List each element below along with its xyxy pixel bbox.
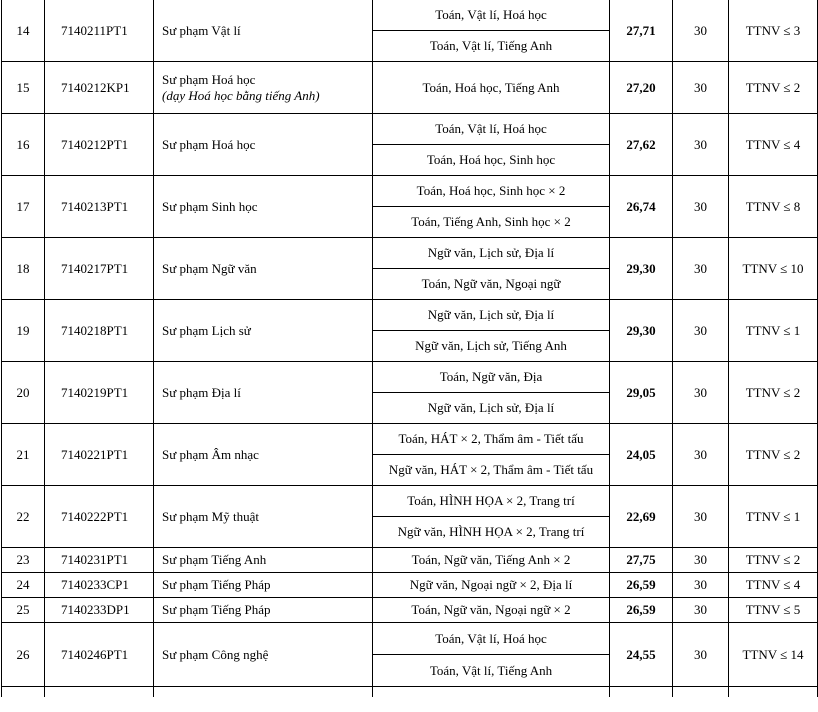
major-code: 7140217PT1 [45, 238, 154, 300]
cutoff-score: 24,55 [610, 623, 673, 687]
row-number: 16 [2, 114, 45, 176]
row-number: 26 [2, 623, 45, 687]
empty-cell [729, 687, 818, 698]
major-name-cell [154, 0, 373, 62]
quota: 30 [673, 598, 729, 623]
table-row [2, 623, 818, 655]
major-name: Sư phạm Lịch sử [162, 322, 251, 338]
major-name-cell [154, 114, 373, 176]
major-name-cell [154, 486, 373, 548]
wish-order-condition: TTNV ≤ 4 [729, 573, 818, 598]
row-number: 17 [2, 176, 45, 238]
subject-combination: Toán, HÁT × 2, Thẩm âm - Tiết tấu [373, 424, 610, 455]
major-name: Sư phạm Tiếng Pháp [162, 577, 271, 592]
subject-combination: Toán, Vật lí, Hoá học [373, 623, 610, 655]
subject-combination: Toán, Hoá học, Tiếng Anh [373, 62, 610, 114]
major-name: Sư phạm Vật lí [162, 22, 241, 38]
wish-order-condition: TTNV ≤ 5 [729, 598, 818, 623]
table-row [2, 114, 818, 145]
table-row [2, 176, 818, 207]
table-row [2, 0, 818, 31]
subject-combination: Toán, Ngữ văn, Tiếng Anh × 2 [373, 548, 610, 573]
major-name: Sư phạm Địa lí [162, 384, 241, 400]
cutoff-score: 29,30 [610, 300, 673, 362]
cutoff-score: 27,20 [610, 62, 673, 114]
subject-combination: Ngữ văn, Ngoại ngữ × 2, Địa lí [373, 573, 610, 598]
row-number: 25 [2, 598, 45, 623]
row-number: 24 [2, 573, 45, 598]
table-row-partial [2, 687, 818, 698]
row-number: 19 [2, 300, 45, 362]
wish-order-condition: TTNV ≤ 3 [729, 0, 818, 62]
subject-combination: Ngữ văn, Lịch sử, Địa lí [373, 238, 610, 269]
major-name: Sư phạm Âm nhạc [162, 446, 259, 462]
major-code: 7140218PT1 [45, 300, 154, 362]
row-number: 18 [2, 238, 45, 300]
major-name: Sư phạm Hoá học [162, 71, 256, 87]
major-code: 7140222PT1 [45, 486, 154, 548]
row-number: 21 [2, 424, 45, 486]
table-row [2, 238, 818, 269]
cutoff-score: 24,05 [610, 424, 673, 486]
cutoff-score: 27,62 [610, 114, 673, 176]
cutoff-score: 26,74 [610, 176, 673, 238]
quota: 30 [673, 238, 729, 300]
table-row [2, 598, 818, 623]
major-name-cell [154, 623, 373, 687]
subject-combination: Toán, Vật lí, Hoá học [373, 0, 610, 31]
quota: 30 [673, 114, 729, 176]
empty-cell [673, 687, 729, 698]
row-number: 14 [2, 0, 45, 62]
major-name: Sư phạm Mỹ thuật [162, 508, 259, 524]
quota: 30 [673, 62, 729, 114]
subject-combination: Toán, Hoá học, Sinh học × 2 [373, 176, 610, 207]
empty-cell [45, 687, 154, 698]
subject-combination: Toán, Vật lí, Tiếng Anh [373, 655, 610, 687]
subject-combination: Toán, Vật lí, Tiếng Anh [373, 31, 610, 62]
wish-order-condition: TTNV ≤ 2 [729, 62, 818, 114]
empty-cell [2, 687, 45, 698]
subject-combination: Toán, HÌNH HỌA × 2, Trang trí [373, 486, 610, 517]
subject-combination: Toán, Ngữ văn, Ngoại ngữ × 2 [373, 598, 610, 623]
major-name-cell [154, 548, 373, 573]
major-code: 7140212KP1 [45, 62, 154, 114]
major-code: 7140213PT1 [45, 176, 154, 238]
major-name: Sư phạm Tiếng Pháp [162, 602, 271, 617]
wish-order-condition: TTNV ≤ 1 [729, 300, 818, 362]
wish-order-condition: TTNV ≤ 2 [729, 424, 818, 486]
wish-order-condition: TTNV ≤ 2 [729, 362, 818, 424]
cutoff-score: 22,69 [610, 486, 673, 548]
major-code: 7140233CP1 [45, 573, 154, 598]
major-name: Sư phạm Ngữ văn [162, 260, 257, 276]
major-name-cell [154, 238, 373, 300]
table-row [2, 548, 818, 573]
subject-combination: Toán, Ngữ văn, Địa [373, 362, 610, 393]
table-row [2, 424, 818, 455]
major-note: (dạy Hoá học bằng tiếng Anh) [162, 87, 320, 103]
table-row [2, 362, 818, 393]
major-name: Sư phạm Hoá học [162, 136, 256, 152]
subject-combination: Toán, Ngữ văn, Ngoại ngữ [373, 269, 610, 300]
major-name-cell [154, 424, 373, 486]
wish-order-condition: TTNV ≤ 10 [729, 238, 818, 300]
major-code: 7140231PT1 [45, 548, 154, 573]
row-number: 15 [2, 62, 45, 114]
empty-cell [373, 687, 610, 698]
major-name: Sư phạm Công nghệ [162, 646, 269, 662]
cutoff-score: 29,30 [610, 238, 673, 300]
wish-order-condition: TTNV ≤ 14 [729, 623, 818, 687]
major-name-cell [154, 300, 373, 362]
major-name-cell [154, 62, 373, 114]
major-name-cell [154, 598, 373, 623]
admission-table-body [2, 0, 818, 697]
wish-order-condition: TTNV ≤ 4 [729, 114, 818, 176]
major-name-cell [154, 573, 373, 598]
table-row [2, 486, 818, 517]
table-row [2, 62, 818, 114]
row-number: 23 [2, 548, 45, 573]
quota: 30 [673, 623, 729, 687]
subject-combination: Ngữ văn, Lịch sử, Tiếng Anh [373, 331, 610, 362]
row-number: 22 [2, 486, 45, 548]
quota: 30 [673, 573, 729, 598]
quota: 30 [673, 0, 729, 62]
subject-combination: Ngữ văn, Lịch sử, Địa lí [373, 300, 610, 331]
wish-order-condition: TTNV ≤ 1 [729, 486, 818, 548]
subject-combination: Toán, Vật lí, Hoá học [373, 114, 610, 145]
subject-combination: Ngữ văn, Lịch sử, Địa lí [373, 393, 610, 424]
wish-order-condition: TTNV ≤ 2 [729, 548, 818, 573]
cutoff-score: 26,59 [610, 573, 673, 598]
wish-order-condition: TTNV ≤ 8 [729, 176, 818, 238]
quota: 30 [673, 176, 729, 238]
major-name: Sư phạm Tiếng Anh [162, 552, 267, 567]
subject-combination: Ngữ văn, HÁT × 2, Thẩm âm - Tiết tấu [373, 455, 610, 486]
quota: 30 [673, 362, 729, 424]
major-code: 7140211PT1 [45, 0, 154, 62]
subject-combination: Ngữ văn, HÌNH HỌA × 2, Trang trí [373, 517, 610, 548]
major-name-cell [154, 362, 373, 424]
table-row [2, 300, 818, 331]
cutoff-score: 27,75 [610, 548, 673, 573]
table-row [2, 573, 818, 598]
quota: 30 [673, 486, 729, 548]
empty-cell [154, 687, 373, 698]
quota: 30 [673, 424, 729, 486]
cutoff-score: 27,71 [610, 0, 673, 62]
row-number: 20 [2, 362, 45, 424]
subject-combination: Toán, Tiếng Anh, Sinh học × 2 [373, 207, 610, 238]
admission-table [1, 0, 818, 697]
subject-combination: Toán, Hoá học, Sinh học [373, 145, 610, 176]
major-code: 7140246PT1 [45, 623, 154, 687]
major-code: 7140219PT1 [45, 362, 154, 424]
major-name-cell [154, 176, 373, 238]
major-code: 7140212PT1 [45, 114, 154, 176]
quota: 30 [673, 300, 729, 362]
major-name: Sư phạm Sinh học [162, 198, 258, 214]
quota: 30 [673, 548, 729, 573]
major-code: 7140233DP1 [45, 598, 154, 623]
major-code: 7140221PT1 [45, 424, 154, 486]
empty-cell [610, 687, 673, 698]
cutoff-score: 29,05 [610, 362, 673, 424]
cutoff-score: 26,59 [610, 598, 673, 623]
